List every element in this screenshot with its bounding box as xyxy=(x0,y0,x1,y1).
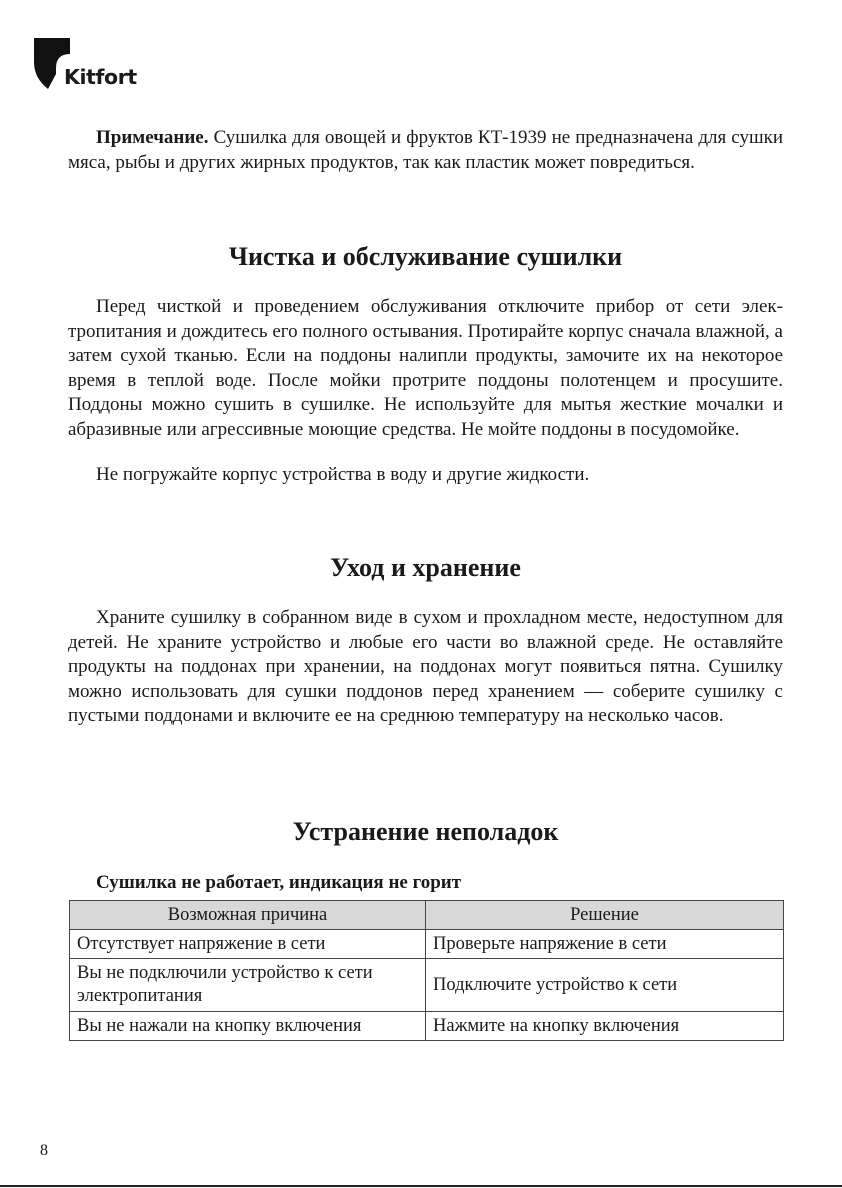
brand-name: Kitfort xyxy=(64,65,137,89)
storage-heading: Уход и хранение xyxy=(330,553,521,582)
cleaning-paragraph-1: Перед чисткой и проведением обслуживания отключите прибор от сети электропитания и дождитесь его полного остывания. Протирайте корпус сначала влажной, а затем сухой тканью. Если на поддоны налипли продукты, замочите их на некоторое время в теплой воде. После мойки протрите поддоны полотенцем и просушите. Поддоны можно сушить в сушилке. Не используйте для мытья жесткие мочалки и абразивные или агрессивные моющие средства. Не мойте поддоны в посудомойке. xyxy=(68,296,783,440)
solution-cell: Проверьте напряжение в сети xyxy=(426,930,784,959)
table-row xyxy=(70,959,784,1012)
brand-logo xyxy=(34,38,174,94)
table-row xyxy=(70,930,784,959)
troubleshooting-table xyxy=(69,900,784,1041)
storage-paragraph: Храните сушилку в собранном виде в сухом и прохладном месте, недоступном для детей. Не храните устройство и любые его части во влажной среде. Не оставляйте продукты на поддонах при хранении, на поддонах могут появиться пятна. Сушилку можно использовать для сушки поддонов перед хранением — соберите сушилку с пустыми поддонами и включите ее на среднюю температуру на несколько часов. xyxy=(68,607,783,727)
header-cause: Возможная причина xyxy=(70,901,426,930)
note-label: Примечание. xyxy=(96,127,209,148)
solution-cell: Подключите устройство к сети xyxy=(426,959,784,1012)
table-row xyxy=(70,1012,784,1041)
troubleshooting-heading: Устранение неполадок xyxy=(292,817,559,846)
header-solution: Решение xyxy=(426,901,784,930)
cause-cell: Вы не нажали на кнопку включения xyxy=(70,1012,426,1041)
solution-cell: Нажмите на кнопку включения xyxy=(426,1012,784,1041)
bottom-divider xyxy=(0,1185,842,1187)
cleaning-paragraph-2: Не погружайте корпус устройства в воду и другие жидкости. xyxy=(96,464,590,485)
cause-cell: Отсутствует напряжение в сети xyxy=(70,930,426,959)
cause-cell: Вы не подключили устройство к сети электропитания xyxy=(70,959,426,1012)
note-paragraph xyxy=(68,125,783,175)
note-text: Сушилка для овощей и фруктов КТ-1939 не предназначена для сушки мяса, рыбы и других жирных продуктов, так как пластик может повредиться. xyxy=(68,127,783,173)
page-number: 8 xyxy=(40,1142,48,1159)
troubleshooting-subheading: Сушилка не работает, индикация не горит xyxy=(96,872,462,893)
cleaning-heading: Чистка и обслуживание сушилки xyxy=(228,242,623,271)
table-header-row xyxy=(70,901,784,930)
